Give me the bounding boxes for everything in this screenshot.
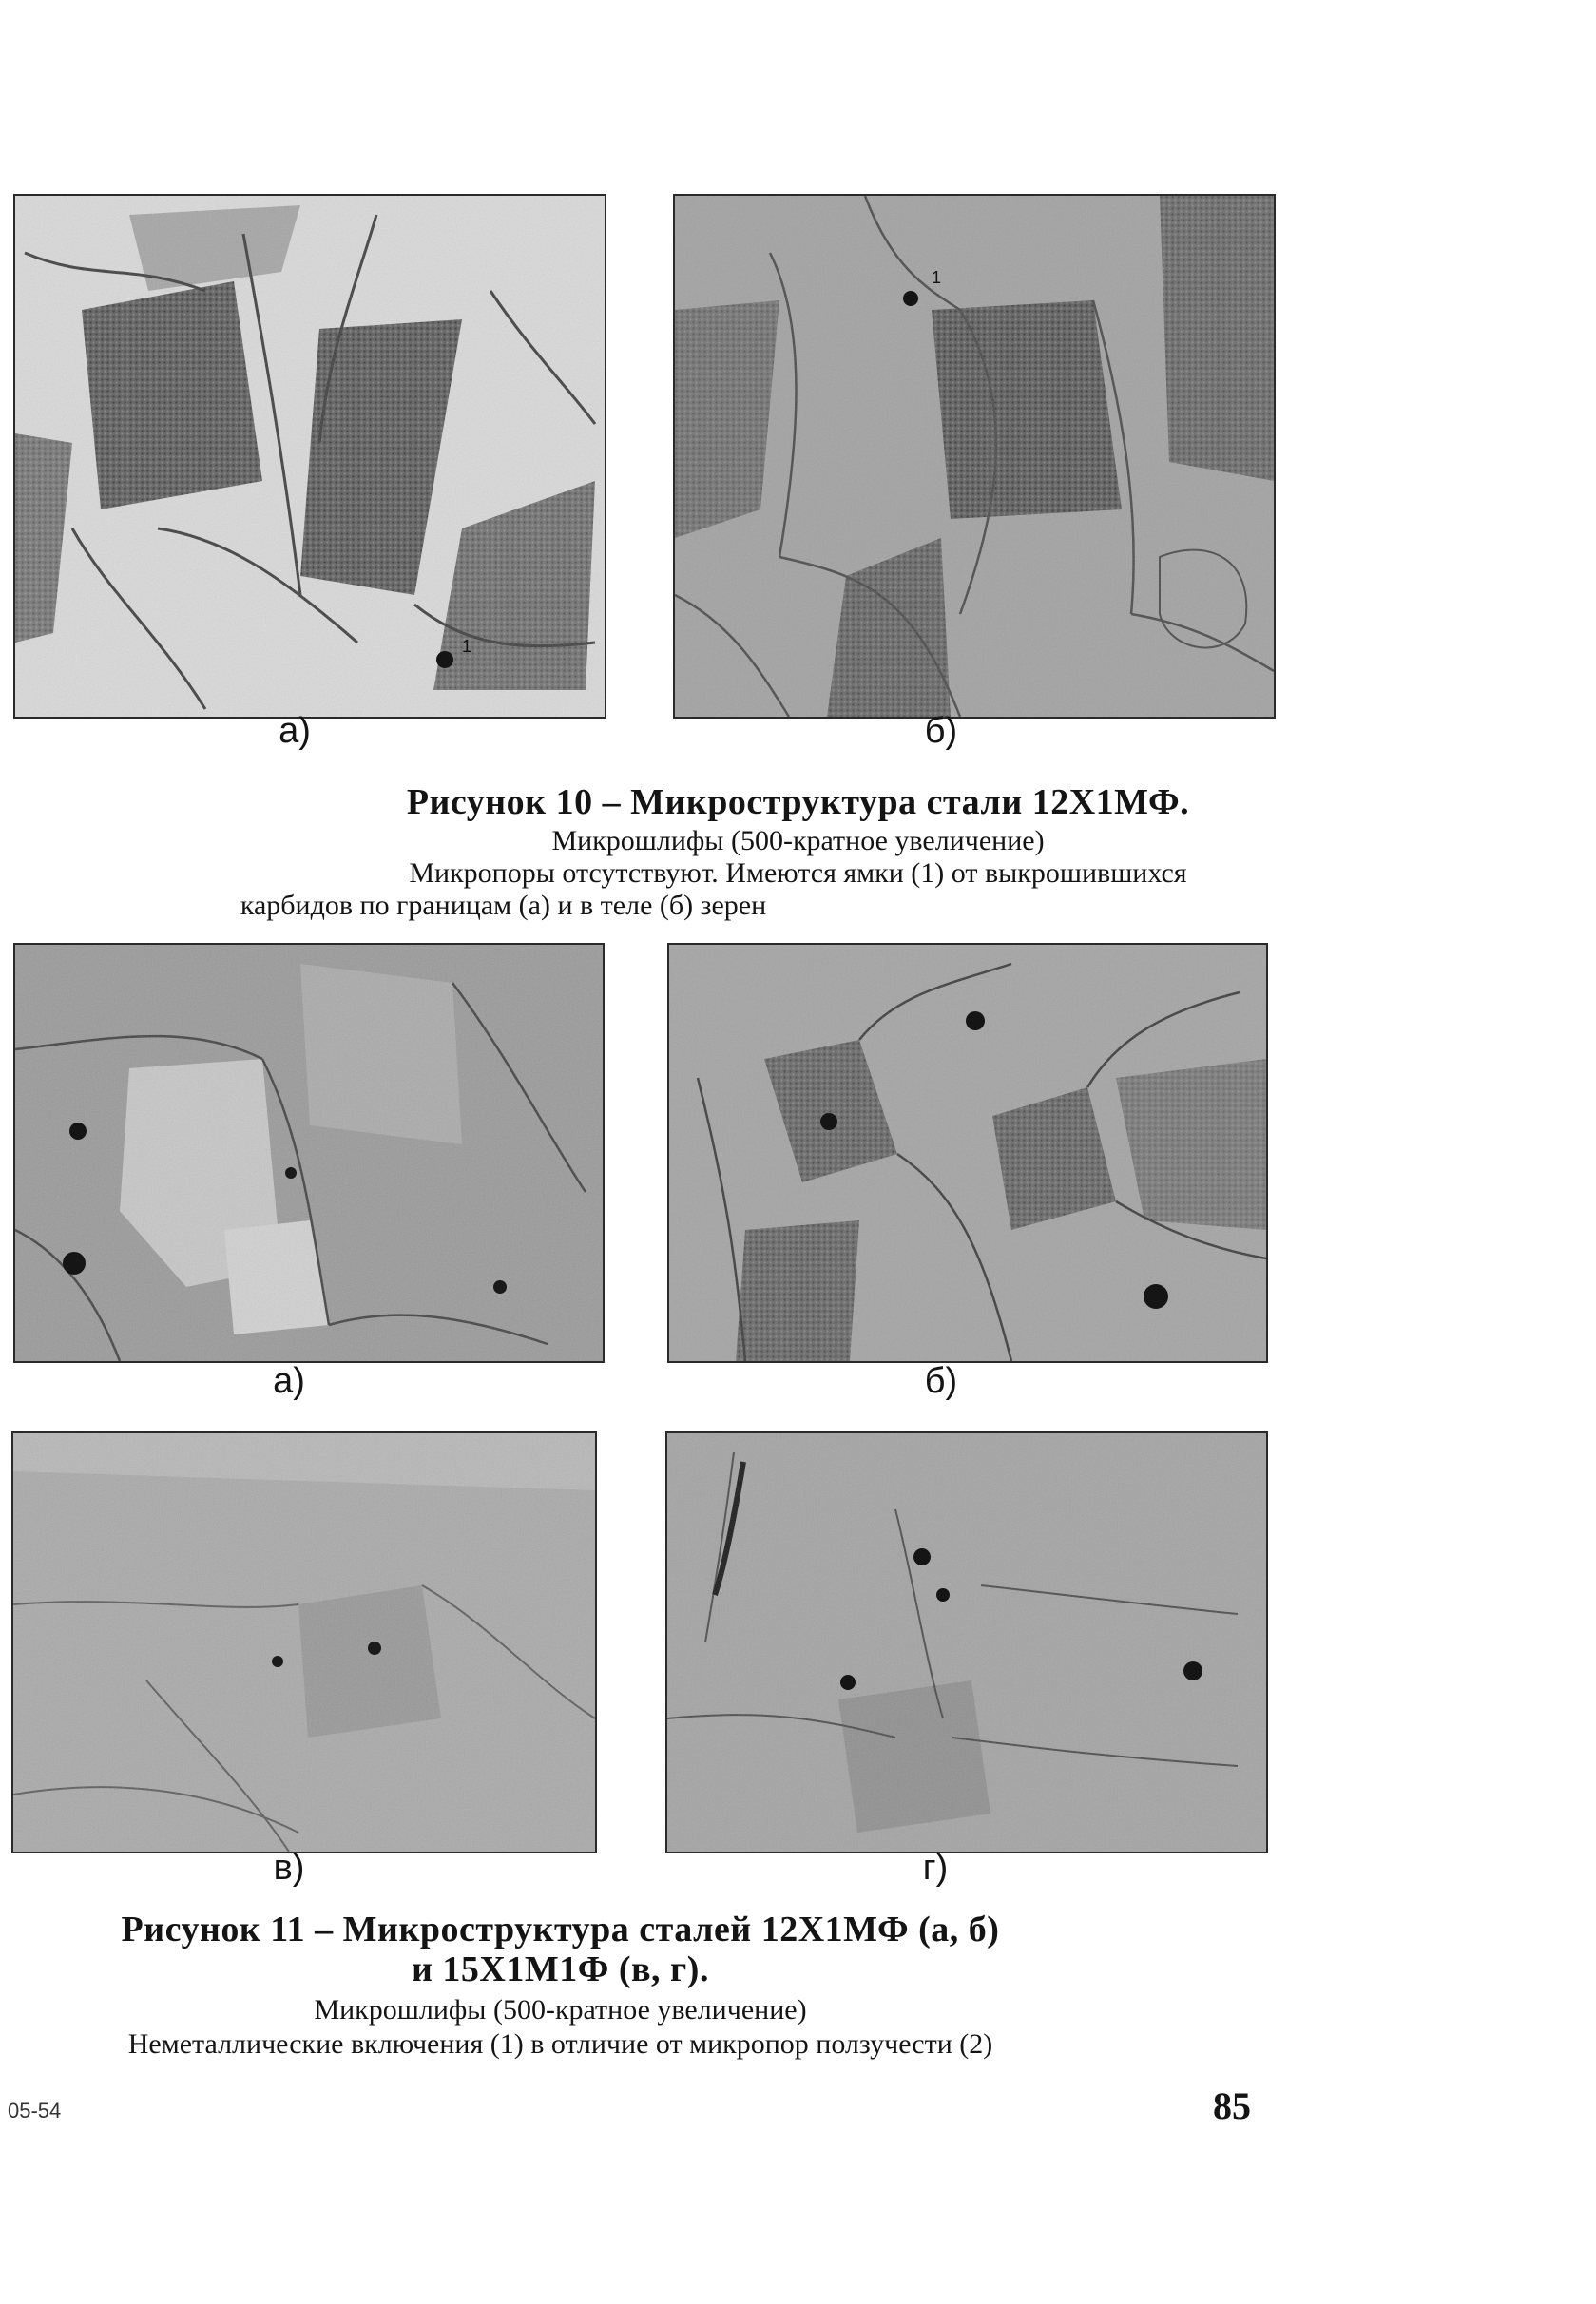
- figure-11-description: Неметаллические включения (1) в отличие от микропор ползучести (2): [127, 2028, 993, 2060]
- page-number: 85: [1213, 2084, 1251, 2127]
- footer-code: 05-54: [8, 2099, 62, 2122]
- marker-1: 1: [462, 637, 472, 656]
- micrograph-fig10-b: [673, 194, 1276, 719]
- figure-10-description-2: карбидов по границам (а) и в теле (б) зерен: [240, 890, 767, 921]
- panel-label-b: б): [924, 1361, 958, 1401]
- figure-10-description-1: Микропоры отсутствуют. Имеются ямки (1) от выкрошившихся: [409, 857, 1187, 889]
- marker-1: 1: [932, 268, 942, 287]
- micrograph-fig11-a: [13, 943, 605, 1363]
- micrograph-fig11-v: [11, 1431, 597, 1853]
- micrograph-fig11-g: [665, 1431, 1268, 1853]
- figure-10-subtitle: Микрошлифы (500-кратное увеличение): [551, 825, 1045, 856]
- panel-label-a: а): [273, 1361, 305, 1401]
- panel-label-v: в): [273, 1848, 305, 1888]
- panel-label-a: а): [279, 711, 311, 751]
- figure-11-title-1: Рисунок 11 – Микроструктура сталей 12Х1МФ (а, б): [121, 1910, 1000, 1949]
- figure-11-title-2: и 15Х1М1Ф (в, г).: [412, 1949, 709, 1989]
- micrograph-fig10-a: [13, 194, 606, 719]
- micrograph-fig11-b: [667, 943, 1268, 1363]
- panel-label-b: б): [924, 711, 958, 751]
- panel-label-g: г): [922, 1848, 949, 1888]
- figure-11-subtitle: Микрошлифы (500-кратное увеличение): [314, 1994, 807, 2026]
- figure-10-title: Рисунок 10 – Микроструктура стали 12Х1МФ.: [406, 782, 1190, 822]
